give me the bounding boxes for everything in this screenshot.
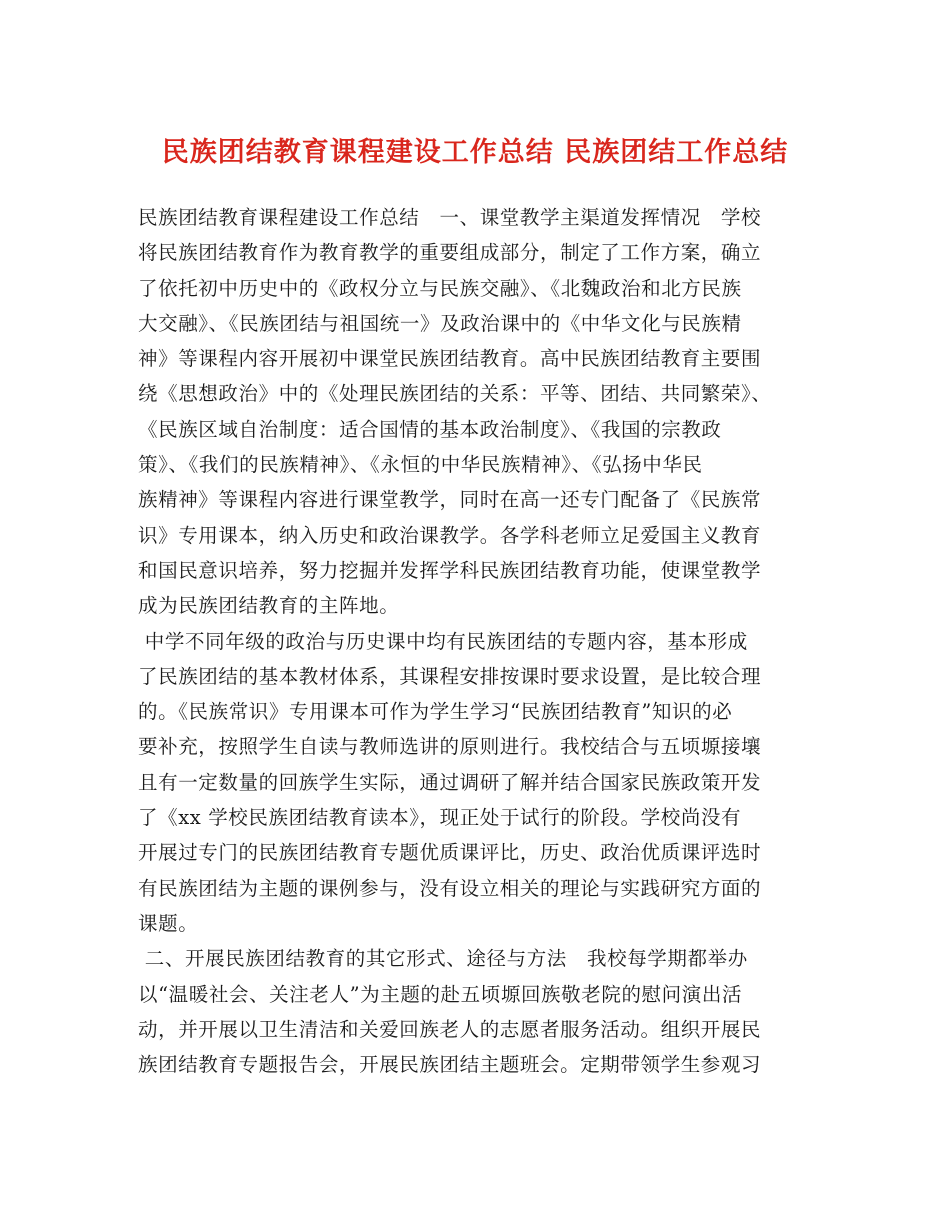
- text-line: 绕《思想政治》中的《处理民族团结的关系：平等、团结、共同繁荣》、: [138, 382, 772, 406]
- text-line: 识》专用课本，纳入历史和政治课教学。各学科老师立足爱国主义教育: [138, 523, 762, 547]
- text-line: 《民族区域自治制度：适合国情的基本政治制度》、《我国的宗教政: [138, 417, 722, 441]
- text-line: 了民族团结的基本教材体系，其课程安排按课时要求设置，是比较合理: [138, 664, 762, 688]
- text-line: 将民族团结教育作为教育教学的重要组成部分，制定了工作方案，确立: [138, 241, 762, 265]
- text-line: 民族团结教育课程建设工作总结 一、课堂教学主渠道发挥情况 学校: [138, 206, 762, 229]
- text-line: 开展过专门的民族团结教育专题优质课评比，历史、政治优质课评选时: [138, 841, 762, 865]
- text-line: 了依托初中历史中的《政权分立与民族交融》、《北魏政治和北方民族: [138, 276, 742, 300]
- text-line: 有民族团结为主题的课例参与，没有设立相关的理论与实践研究方面的: [138, 876, 762, 900]
- text-line: 神》等课程内容开展初中课堂民族团结教育。高中民族团结教育主要围: [138, 347, 762, 371]
- text-line: 族精神》等课程内容进行课堂教学，同时在高一还专门配备了《民族常: [138, 488, 762, 512]
- text-line: 课题。: [138, 911, 199, 935]
- text-line: 以“温暖社会、关注老人”为主题的赴五顷塬回族敬老院的慰问演出活: [138, 982, 743, 1006]
- text-line: 了《xx 学校民族团结教育读本》，现正处于试行的阶段。学校尚没有: [138, 806, 742, 830]
- text-line: 成为民族团结教育的主阵地。: [138, 594, 400, 618]
- text-line: 二、开展民族团结教育的其它形式、途径与方法 我校每学期都举办: [138, 947, 748, 971]
- text-line: 的。《民族常识》专用课本可作为学生学习“民族团结教育”知识的必: [138, 700, 733, 724]
- text-line: 动，并开展以卫生清洁和关爱回族老人的志愿者服务活动。组织开展民: [138, 1017, 762, 1041]
- text-line: 大交融》、《民族团结与祖国统一》及政治课中的《中华文化与民族精: [138, 311, 742, 335]
- text-line: 族团结教育专题报告会，开展民族团结主题班会。定期带领学生参观习: [138, 1053, 762, 1077]
- text-line: 且有一定数量的回族学生实际，通过调研了解并结合国家民族政策开发: [138, 770, 762, 794]
- text-line: 中学不同年级的政治与历史课中均有民族团结的专题内容，基本形成: [138, 629, 748, 653]
- document-body: [138, 200, 818, 1082]
- text-line: 策》、《我们的民族精神》、《永恒的中华民族精神》、《弘扬中华民: [138, 453, 703, 477]
- document-title: 民族团结教育课程建设工作总结 民族团结工作总结: [161, 137, 789, 168]
- text-line: 和国民意识培养，努力挖掘并发挥学科民族团结教育功能，使课堂教学: [138, 558, 762, 582]
- text-line: 要补充，按照学生自读与教师选讲的原则进行。我校结合与五顷塬接壤: [138, 735, 762, 759]
